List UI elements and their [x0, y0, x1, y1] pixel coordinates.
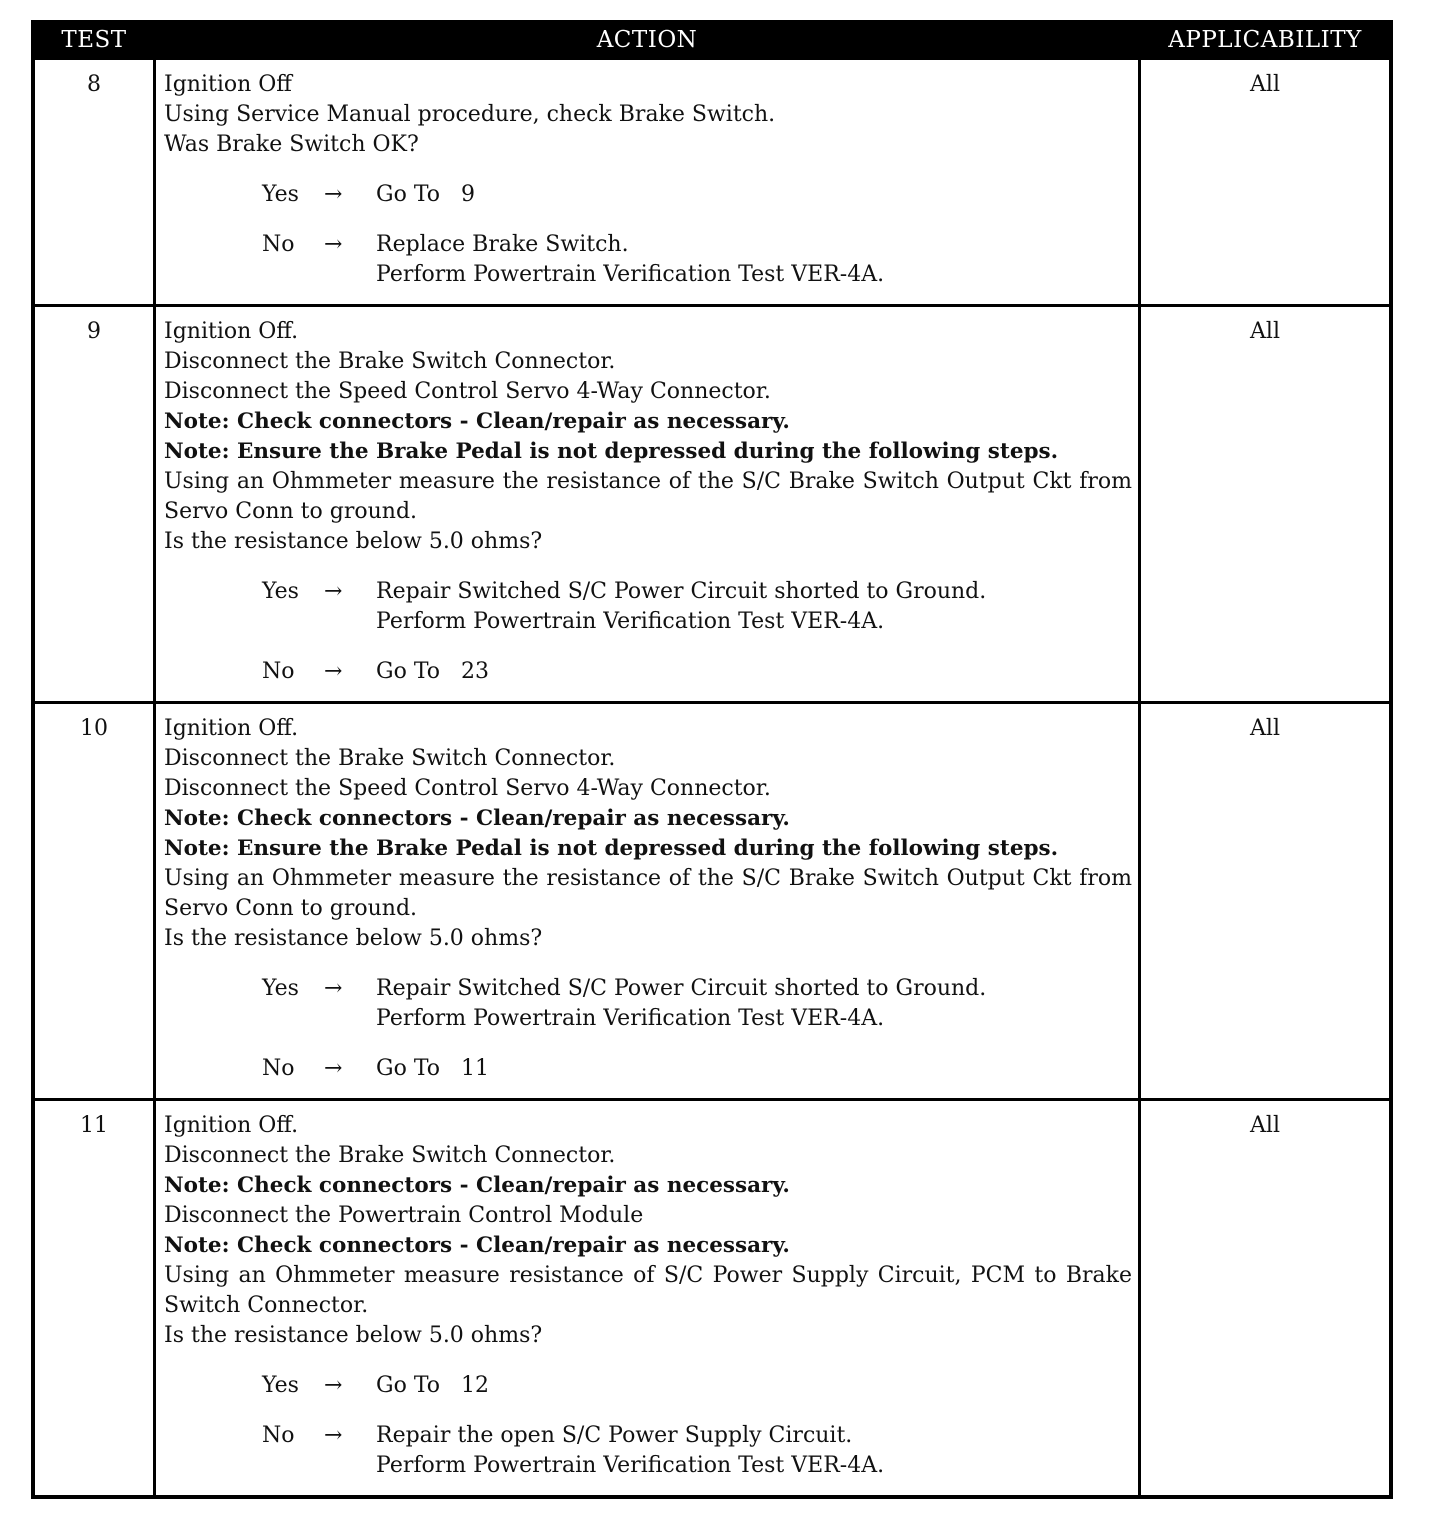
yes-branch: [164, 1371, 1132, 1401]
no-branch: [164, 230, 1132, 290]
applicability: All: [1250, 319, 1280, 344]
table-row: [35, 701, 1389, 1098]
branch-result-line: Go To 9: [376, 182, 475, 207]
branch-result: [376, 230, 1132, 290]
yes-branch: [164, 577, 1132, 637]
action-cell: [153, 1101, 1141, 1495]
action-line: Is the resistance below 5.0 ohms?: [164, 529, 543, 554]
branch-result: [376, 1421, 1132, 1481]
branch-result-line: Perform Powertrain Verification Test VER-4A.: [376, 1006, 885, 1031]
action-line: Ignition Off.: [164, 716, 299, 741]
branch-result: [376, 180, 1132, 210]
branch-result-line: Replace Brake Switch.: [376, 232, 629, 257]
action-line: Ignition Off.: [164, 1113, 299, 1138]
action-line: Disconnect the Speed Control Servo 4-Way Connector.: [164, 776, 771, 801]
arrow-right-icon: →: [324, 579, 343, 604]
branch-result-line: Go To 23: [376, 659, 489, 684]
branch-result: [376, 577, 1132, 637]
table-row: [35, 1098, 1389, 1495]
action-line: Disconnect the Brake Switch Connector.: [164, 1143, 616, 1168]
action-cell: [153, 307, 1141, 701]
table-body: [35, 60, 1389, 1495]
arrow-right-icon: →: [324, 659, 343, 684]
branch-result-line: Perform Powertrain Verification Test VER-4A.: [376, 609, 885, 634]
branch-result-line: Repair Switched S/C Power Circuit shorted to Ground.: [376, 976, 987, 1001]
applicability: All: [1250, 1113, 1280, 1138]
action-line: Disconnect the Brake Switch Connector.: [164, 746, 616, 771]
action-line: Using Service Manual procedure, check Brake Switch.: [164, 102, 776, 127]
yes-branch: [164, 180, 1132, 210]
test-number: 10: [80, 716, 108, 741]
action-line: Disconnect the Powertrain Control Module: [164, 1203, 644, 1228]
applicability: All: [1250, 716, 1280, 741]
branch-label: Yes: [262, 182, 299, 207]
branch-label: Yes: [262, 579, 299, 604]
note-line: Note: Ensure the Brake Pedal is not depressed during the following steps.: [164, 439, 1059, 464]
branch-result-line: Perform Powertrain Verification Test VER-4A.: [376, 262, 885, 287]
arrow-right-icon: →: [324, 976, 343, 1001]
test-number: 11: [80, 1113, 108, 1138]
action-line: Disconnect the Speed Control Servo 4-Way Connector.: [164, 379, 771, 404]
yes-branch: [164, 974, 1132, 1034]
branch-label: No: [262, 232, 295, 257]
applicability: All: [1250, 72, 1280, 97]
branch-result-line: Perform Powertrain Verification Test VER-4A.: [376, 1453, 885, 1478]
arrow-right-icon: →: [324, 182, 343, 207]
action-line: Is the resistance below 5.0 ohms?: [164, 1323, 543, 1348]
note-line: Note: Check connectors - Clean/repair as necessary.: [164, 1233, 790, 1258]
branch-result: [376, 657, 1132, 687]
branch-label: No: [262, 1423, 295, 1448]
no-branch: [164, 1421, 1132, 1481]
note-line: Note: Check connectors - Clean/repair as necessary.: [164, 409, 790, 434]
arrow-right-icon: →: [324, 1056, 343, 1081]
branch-result-line: Repair the open S/C Power Supply Circuit.: [376, 1423, 853, 1448]
no-branch: [164, 1054, 1132, 1084]
header-test: TEST: [61, 27, 127, 53]
test-number: 8: [87, 72, 101, 97]
branch-result-line: Go To 11: [376, 1056, 489, 1081]
header-applicability: APPLICABILITY: [1168, 27, 1362, 53]
action-cell: [153, 60, 1141, 304]
note-line: Note: Check connectors - Clean/repair as necessary.: [164, 1173, 790, 1198]
no-branch: [164, 657, 1132, 687]
header-action: ACTION: [596, 27, 698, 53]
test-number: 9: [87, 319, 101, 344]
action-line: Using an Ohmmeter measure the resistance of the S/C Brake Switch Output Ckt from Servo Conn to ground.: [164, 866, 1132, 921]
note-line: Note: Ensure the Brake Pedal is not depressed during the following steps.: [164, 836, 1059, 861]
action-line: Using an Ohmmeter measure resistance of S/C Power Supply Circuit, PCM to Brake Switch Connector.: [164, 1263, 1132, 1318]
action-line: Is the resistance below 5.0 ohms?: [164, 926, 543, 951]
action-line: Was Brake Switch OK?: [164, 132, 419, 157]
action-line: Ignition Off: [164, 72, 292, 97]
action-line: Disconnect the Brake Switch Connector.: [164, 349, 616, 374]
table-row: [35, 60, 1389, 304]
action-line: Ignition Off.: [164, 319, 299, 344]
branch-result-line: Go To 12: [376, 1373, 489, 1398]
arrow-right-icon: →: [324, 1373, 343, 1398]
branch-label: Yes: [262, 976, 299, 1001]
branch-result: [376, 974, 1132, 1034]
branch-result-line: Repair Switched S/C Power Circuit shorted to Ground.: [376, 579, 987, 604]
arrow-right-icon: →: [324, 1423, 343, 1448]
branch-label: Yes: [262, 1373, 299, 1398]
branch-label: No: [262, 1056, 295, 1081]
action-line: Using an Ohmmeter measure the resistance of the S/C Brake Switch Output Ckt from Servo Conn to ground.: [164, 469, 1132, 524]
diagnostic-test-table: [31, 20, 1393, 1499]
action-cell: [153, 704, 1141, 1098]
arrow-right-icon: →: [324, 232, 343, 257]
note-line: Note: Check connectors - Clean/repair as necessary.: [164, 806, 790, 831]
branch-label: No: [262, 659, 295, 684]
branch-result: [376, 1054, 1132, 1084]
table-header: [35, 20, 1389, 60]
branch-result: [376, 1371, 1132, 1401]
table-row: [35, 304, 1389, 701]
